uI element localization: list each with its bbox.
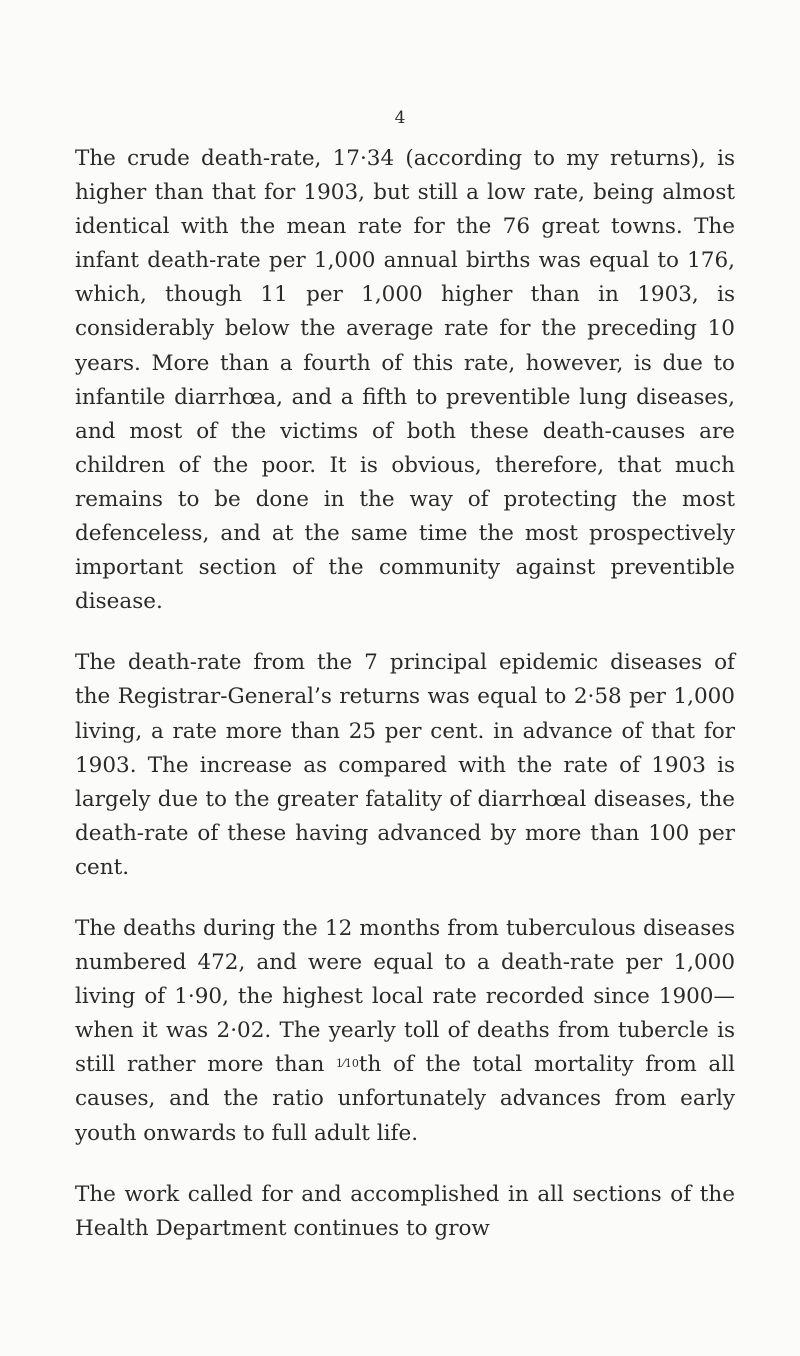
paragraph-health-department: The work called for and accomplished in all sections of the Health Department continues to grow	[75, 1181, 735, 1241]
paragraph-tuberculous-diseases	[75, 912, 735, 1151]
fraction-one-tenth: 1⁄10	[335, 1057, 359, 1071]
paragraph-epidemic-diseases: The death-rate from the 7 principal epidemic diseases of the Registrar-General’s returns was equal to 2·58 per 1,000 living, a rate more than 25 per cent. in advance of that for 1903. The increase as compared with the rate of 1903 is largely due to the greater fatality of diarrhœal diseases, the death-rate of these having advanced by more than 100 per cent.	[75, 650, 735, 880]
body-text	[75, 142, 735, 1246]
page-number: 4	[394, 108, 406, 128]
paragraph-text-before-fraction: The deaths during the 12 months from tuberculous diseases numbered 472, and were equal to a death-rate per 1,000 living of 1·90, the highest local rate recorded since 1900—when it was 2·02. The yearly toll of deaths from tubercle is still rather more than	[75, 915, 735, 1078]
paragraph-crude-death-rate: The crude death-rate, 17·34 (according to my returns), is higher than that for 1903, but still a low rate, being almost identical with the mean rate for the 76 great towns. The infant death-rate per 1,000 annual births was equal to 176, which, though 11 per 1,000 higher than in 1903, is considerably below the average rate for the preceding 10 years. More than a fourth of this rate, however, is due to infantile diarrhœa, and a fifth to preventible lung diseases, and most of the victims of both these death-causes are children of the poor. It is obvious, therefore, that much remains to be done in the way of protecting the most defenceless, and at the same time the most prospectively important section of the community against preventible disease.	[75, 146, 735, 615]
paragraph-text-after-fraction: th of the total mortality from all causes, and the ratio unfortunately advances from early youth onwards to full adult life.	[75, 1052, 735, 1146]
